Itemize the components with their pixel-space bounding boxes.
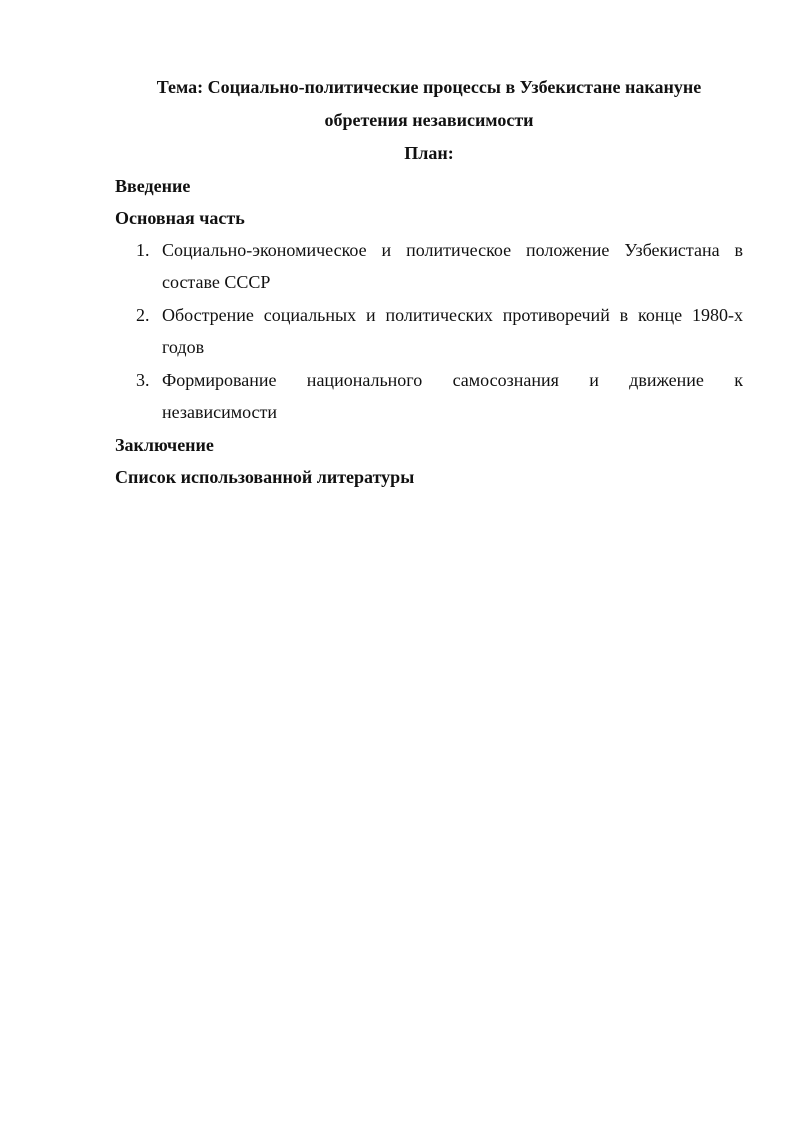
list-item-number: 2.	[136, 305, 150, 325]
list-item-text-line: Формирование национального самосознания и движение к	[162, 370, 743, 390]
section-introduction: Введение	[115, 176, 191, 196]
document-title-line-2: обретения независимости	[324, 110, 534, 130]
list-item-number: 1.	[136, 240, 150, 260]
list-item-text-line: Социально-экономическое и политическое положение Узбекистана в	[162, 240, 743, 260]
list-item-number: 3.	[136, 370, 150, 390]
list-item-text-line: годов	[162, 337, 205, 357]
section-main-part: Основная часть	[115, 208, 245, 228]
list-item-text-line: составе СССР	[162, 272, 271, 292]
list-item-text-line: независимости	[162, 402, 278, 422]
document-title-line-1: Тема: Социально-политические процессы в Узбекистане накануне	[156, 77, 702, 97]
plan-heading: План:	[404, 143, 454, 163]
section-bibliography: Список использованной литературы	[115, 467, 415, 487]
list-item-text-line: Обострение социальных и политических противоречий в конце 1980-х	[162, 305, 743, 325]
section-conclusion: Заключение	[115, 435, 214, 455]
